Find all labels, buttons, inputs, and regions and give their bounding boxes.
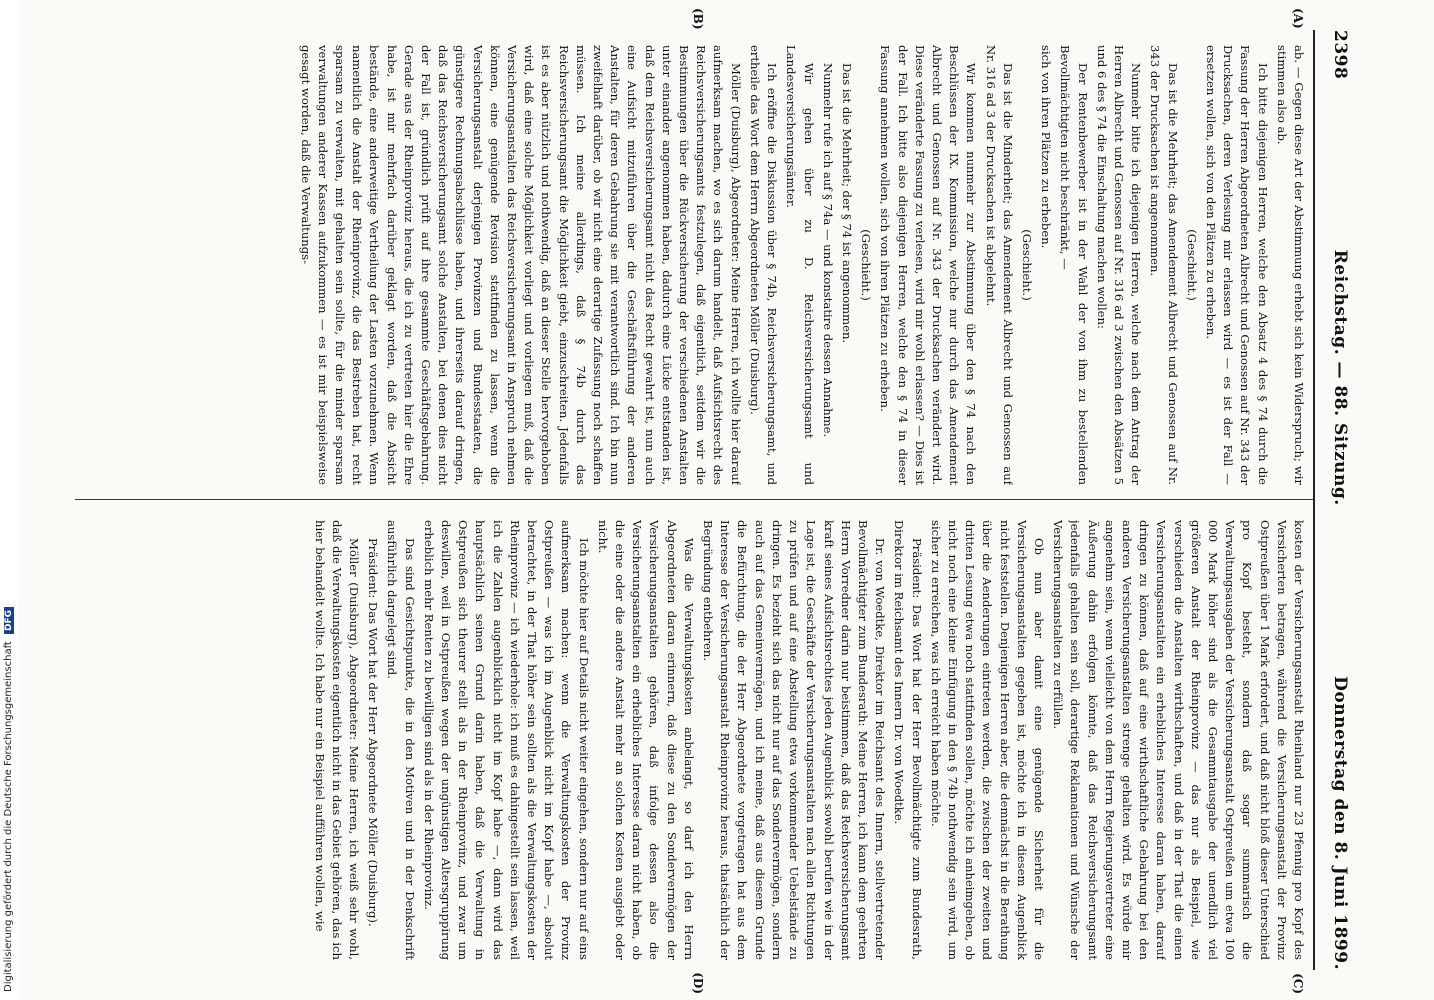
paragraph: Der Rentenbewerber ist in der Wahl der von ihm zu bestellenden Bevollmächtigten nicht beschränkt, — (1058, 45, 1090, 485)
paragraph: Ich bitte diejenigen Herren, welche den Absatz 4 des § 74 durch die Fassung der Herren Abgeordneten Albrecht und Genossen auf Nr. 343 der Drucksachen, deren Verlesung mir erlassen wird — es ist der Fall — ersetzen wollen, sich von den Plätzen zu erheben. (1203, 45, 1270, 485)
paragraph: Möller (Duisburg), Abgeordneter: Meine Herren, ich wollte hier darauf aufmerksam machen, wo es sich darum handelt, daß Aufsichtsrecht des Reichsversicherungsamts festzulegen, daß eigentlich, seitdem wir die Bestimmungen über die Rückversicherung der verschiedenen Anstalten unter einander angenommen haben, dadurch eine Lücke entstanden ist, daß dem Reichsversicherungsamt nicht das Recht gewahrt ist, nun auch eine Aufsicht mitzuführen über die Geschäftsführung der anderen Anstalten, für deren Gebahrung sie mit verantwortlich sind. Ich bin nun zweifelhaft darüber, ob wir nicht eine derartige Zufassung noch schaffen müssen. Ich meine allerdings, daß § 74b durch das Reichsversicherungsamt die Möglichkeit giebt, einzuschreiten. Jedenfalls ist es aber nützlich und nothwendig, daß an dieser Stelle hervorgehoben wird, daß eine solche Möglichkeit vorliegt und vorliegen muß, daß die Versicherungsanstalten das Reichsversicherungsamt in Anspruch nehmen können, eine genügende Revision stattfinden zu lassen, wenn die Versicherungsanstalt derjenigen Provinzen und Bundesstaaten, die günstigere Rechnungsabschlüsse haben, und ihrerseits darauf dringen, daß das Reichsversicherungsamt solche Anstalten, bei denen dies nicht der Fall ist, gründlich prüft auf ihre gesammte Geschäftsgebahrung. Gerade aus der Rheinprovinz heraus, die ich zu vertreten hier die Ehre habe, ist mir mehrfach darüber geklagt worden, daß die Absicht bestände, eine anderweitige Vertheilung der Lasten vorzunehmen. Wenn namentlich die Anstalt der Rheinprovinz, die das Bestreben hat, recht sparsam zu verwalten, mit gehalten sein sollte, für die minder sparsam verwaltungen anderer Kassen aufzukommen — es ist mir beispielsweise gesagt worden, daß die Verwaltungs- (298, 45, 743, 485)
column-divider (75, 499, 1313, 500)
margin-mark-d: (D) (691, 972, 705, 994)
paragraph: (Geschieht.) (859, 229, 874, 301)
page-header (1320, 30, 1350, 970)
paragraph: ab. — Gegen diese Art der Abstimmung erhebt sich kein Widerspruch; wir stimmen also ab. (1274, 45, 1306, 485)
dfg-logo-icon: DFG (4, 607, 14, 634)
paragraph: Das ist die Minderheit; das Amendement Albrecht und Genossen auf Nr. 316 ad 3 der Drucksachen ist abgelehnt. (983, 45, 1015, 485)
paragraph: Möller (Duisburg), Abgeordneter: Meine Herren, ich weiß sehr wohl, daß die Verwaltungskosten eigentlich nicht in das Gebiet gehören, das ich hier behandelt wollte. Ich habe nur ein Beispiel aufführen wollen, wie (312, 520, 362, 960)
paragraph: Ob nun aber damit eine genügende Sicherheit für die Versicherungsanstalten gegeben ist, möchte ich in diesem Augenblick nicht feststellen. Denjenigen Herren aber, die demnächst in die Berathung über die Aenderungen eintreten werden, die zwischen der zweiten und dritten Lesung etwa noch stattfinden sollen, möchte ich anheimgeben, ob nicht noch eine kleine Einfügung in den § 74b nothwendig sein wird, um sicher zu erreichen, was ich erreicht haben möchte. (928, 520, 1046, 960)
digitization-footer (0, 0, 18, 1000)
paragraph: Das ist die Mehrheit; das Amendement Albrecht und Genossen auf Nr. 343 der Drucksachen ist angenommen. (1148, 45, 1180, 485)
paragraph: Wir gehen über zu D. Reichsversicherungsamt und Landesversicherungsämter. (784, 45, 816, 485)
paragraph: Dr. von Woedtke, Direktor im Reichsamt des Innern, stellvertretender Bevollmächtigter zum Bundesrath: Meine Herren, ich kann dem geehrten Herrn Vorredner darin nur beistimmen, daß das Reichsversicherungsamt kraft seines Aufsichtsrechtes jeden Augenblick sowohl berufen wie in der Lage ist, die Geschäfte der Versicherungsanstalten nach allen Richtungen zu prüfen und auf eine Abstellung etwa vorkommender Uebelstände zu dringen. Es bezieht sich das nicht nur auf das Sondervermögen, sondern auch auf das Gemeinvermögen, und ich meine, daß aus diesem Grunde die Befürchtung, die der Herr Abgeordnete vorgetragen hat aus dem Interesse der Versicherungsanstalt Rheinprovinz heraus, thatsächlich der Begründung entbehren. (701, 520, 888, 960)
footer-text (3, 607, 14, 992)
paragraph: Ich eröffne die Diskussion über § 74b, Reichsversicherungsamt, und ertheile das Wort dem Herrn Abgeordneten Möller (Duisburg). (747, 45, 780, 485)
funding-note: Digitalisierung gefördert durch die Deutsche Forschungsgemeinschaft (3, 641, 14, 992)
page-number: 2398 (1330, 30, 1350, 80)
header-rule (1313, 30, 1315, 970)
paragraph: Präsident: Das Wort hat der Herr Bevollmächtigte zum Bundesrath, Direktor im Reichsamt des Innern Dr. von Woedtke. (892, 520, 924, 960)
paragraph: Das ist die Mehrheit; der § 74 ist angenommen. (839, 63, 854, 344)
margin-mark-b: (B) (691, 8, 705, 30)
page-title: Reichstag. — 88. Sitzung. (1330, 249, 1350, 506)
paragraph: (Geschieht.) (1184, 229, 1199, 301)
margin-mark-a: (A) (1291, 8, 1305, 29)
paragraph: kosten der Versicherungsanstalt Rheinland nur 23 Pfennig pro Kopf des Versicherten betragen, während die Versicherungsanstalt der Provinz Ostpreußen über 1 Mark erfordert, und daß nicht bloß dieser Unterschied pro Kopf besteht, sondern daß sogar summarisch die Verwaltungsausgaben der Versicherungsanstalt Ostpreußen um etwa 100 000 Mark höher sind als die Gesammtausgabe der unendlich viel größeren Anstalt der Rheinprovinz — das nur als Beispiel, wie verschieden die Anstalten wirthschaften, und daß in der That die einen Versicherungsanstalten ein erhebliches Interesse daran haben, darauf dringen zu können, daß auf eine wirthschaftliche Gebahrung bei den anderen Versicherungsanstalten strenge gehalten wird. Es würde mir angenehm sein, wenn vielleicht von dem Herrn Regierungsvertreter eine Äußerung dahin erfolgen könnte, daß das Reichsversicherungsamt jedenfalls gehalten sein soll, derartige Reklamationen und Wünsche der Versicherungsanstalten zu erfüllen. (1051, 520, 1306, 960)
paragraph: Was die Verwaltungskosten anbelangt, so darf ich den Herrn Abgeordneten daran erinnern, daß diese zu den Sondervermögen der Versicherungsanstalten gehören, daß infolge dessen also die Versicherungsanstalten ein erhebliches Interesse daran nicht haben, ob die eine oder die andere Anstalt mehr an solchen Kosten ausgiebt oder nicht. (595, 520, 696, 960)
margin-mark-c: (C) (1291, 973, 1305, 994)
left-column (75, 45, 1307, 485)
right-column (75, 520, 1307, 960)
paragraph: (Geschieht.) (1019, 229, 1034, 301)
paragraph: sich von ihren Plätzen zu erheben. (1039, 45, 1054, 249)
paragraph: Das sind Gesichtspunkte, die in den Motiven und in der Denkschrift ausführlich dargelegt sind. (385, 520, 417, 960)
paragraph: Nunmehr bitte ich diejenigen Herren, welche nach dem Antrag der Herren Albrecht und Genossen auf Nr. 316 ad 3 zwischen den Absätzen 5 und 6 des § 74 die Einschaltung machen wollen: (1094, 45, 1144, 485)
paragraph: Präsident: Das Wort hat der Herr Abgeordnete Möller (Duisburg). (366, 538, 381, 927)
rotated-sheet (55, 0, 1385, 1000)
paragraph: Nunmehr rufe ich auf § 74a — und konstatire dessen Annahme. (820, 63, 835, 438)
paragraph: Ich möchte hier auf Details nicht weiter eingehen, sondern nur auf eins aufmerksam machen: wenn die Verwaltungskosten der Provinz Ostpreußen — was ich im Augenblick nicht im Kopf habe —, absolut betrachtet, in der That höher sein sollten als die Verwaltungskosten der Rheinprovinz — ich wiederhole: ich muß es dahingestellt sein lassen, weil ich die Zahlen augenblicklich nicht im Kopf habe —, dann wird das hauptsächlich seinen Grund darin haben, daß die Verwaltung in Ostpreußen sich theurer stellt als in der Rheinprovinz, und zwar um deswillen, weil in Ostpreußen wegen der ungünstigen Altersgruppirung erheblich mehr Renten zu bewilligen sind als in der Rheinprovinz. (421, 520, 591, 960)
paragraph: Wir kommen nunmehr zur Abstimmung über den § 74 nach den Beschlüssen der IX. Kommission, welche nur durch das Amendement Albrecht und Genossen auf Nr. 343 der Drucksachen verändert wird. Diese veränderte Fassung zu verlesen, wird mir wohl erlassen? — Dies ist der Fall. Ich bitte also diejenigen Herren, welche den § 74 in dieser Fassung annehmen wollen, sich von ihren Plätzen zu erheben. (878, 45, 979, 485)
page-date: Donnerstag den 8. Juni 1899. (1330, 676, 1350, 970)
